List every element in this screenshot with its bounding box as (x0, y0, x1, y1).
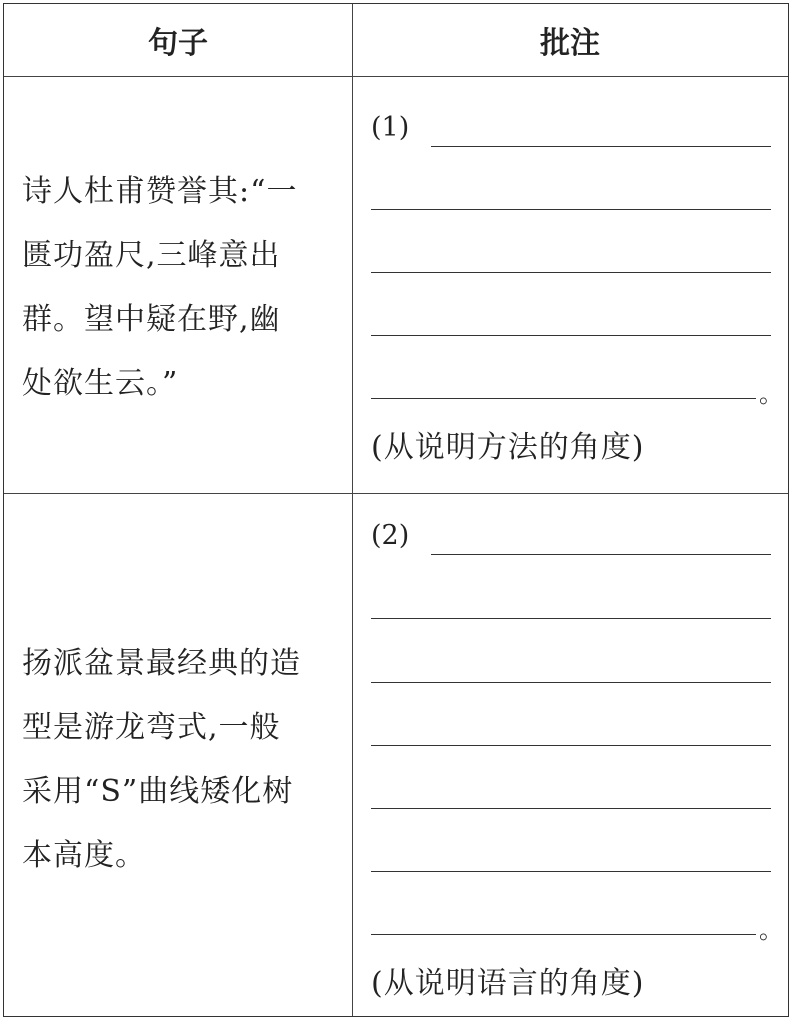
column-divider (352, 4, 353, 1016)
row2-answer-blank[interactable] (371, 871, 771, 872)
row2-answer-blank[interactable] (371, 682, 771, 683)
row1-answer-blank[interactable] (371, 272, 771, 273)
row1-answer-blank[interactable] (431, 146, 771, 147)
row1-answer-blank[interactable] (371, 398, 756, 399)
row2-sentence-line: 采用“S”曲线矮化树 (22, 774, 294, 809)
row-divider (4, 493, 788, 494)
row2-period: 。 (759, 916, 783, 944)
row2-answer-blank[interactable] (431, 554, 771, 555)
row2-hint: (从说明语言的角度) (371, 966, 645, 1001)
row2-sentence (22, 632, 340, 888)
row2-sentence-line: 型是游龙弯式,一般 (22, 710, 281, 745)
header-divider (4, 76, 788, 77)
row2-answer-blank[interactable] (371, 934, 756, 935)
header-sentence: 句子 (148, 26, 208, 61)
row2-sentence-line: 本高度。 (22, 838, 146, 873)
row1-period: 。 (759, 380, 783, 408)
row2-answer-blank[interactable] (371, 745, 771, 746)
row1-sentence-line: 匮功盈尺,三峰意出 (22, 238, 281, 273)
row1-answer-blank[interactable] (371, 209, 771, 210)
row1-sentence-line: 群。望中疑在野,幽 (22, 302, 281, 337)
row2-sentence-line: 扬派盆景最经典的造 (22, 646, 301, 681)
row1-answer-blank[interactable] (371, 335, 771, 336)
annotation-table (3, 3, 789, 1017)
row1-sentence-line: 处欲生云。” (22, 366, 179, 401)
row2-answer-blank[interactable] (371, 618, 771, 619)
row1-sentence (22, 160, 340, 416)
row2-answer-blank[interactable] (371, 808, 771, 809)
row1-number: (1) (371, 112, 410, 143)
row2-number: (2) (371, 520, 410, 551)
row1-hint: (从说明方法的角度) (371, 430, 645, 465)
row1-sentence-line: 诗人杜甫赞誉其:“一 (22, 174, 298, 209)
header-annotation: 批注 (540, 26, 600, 61)
